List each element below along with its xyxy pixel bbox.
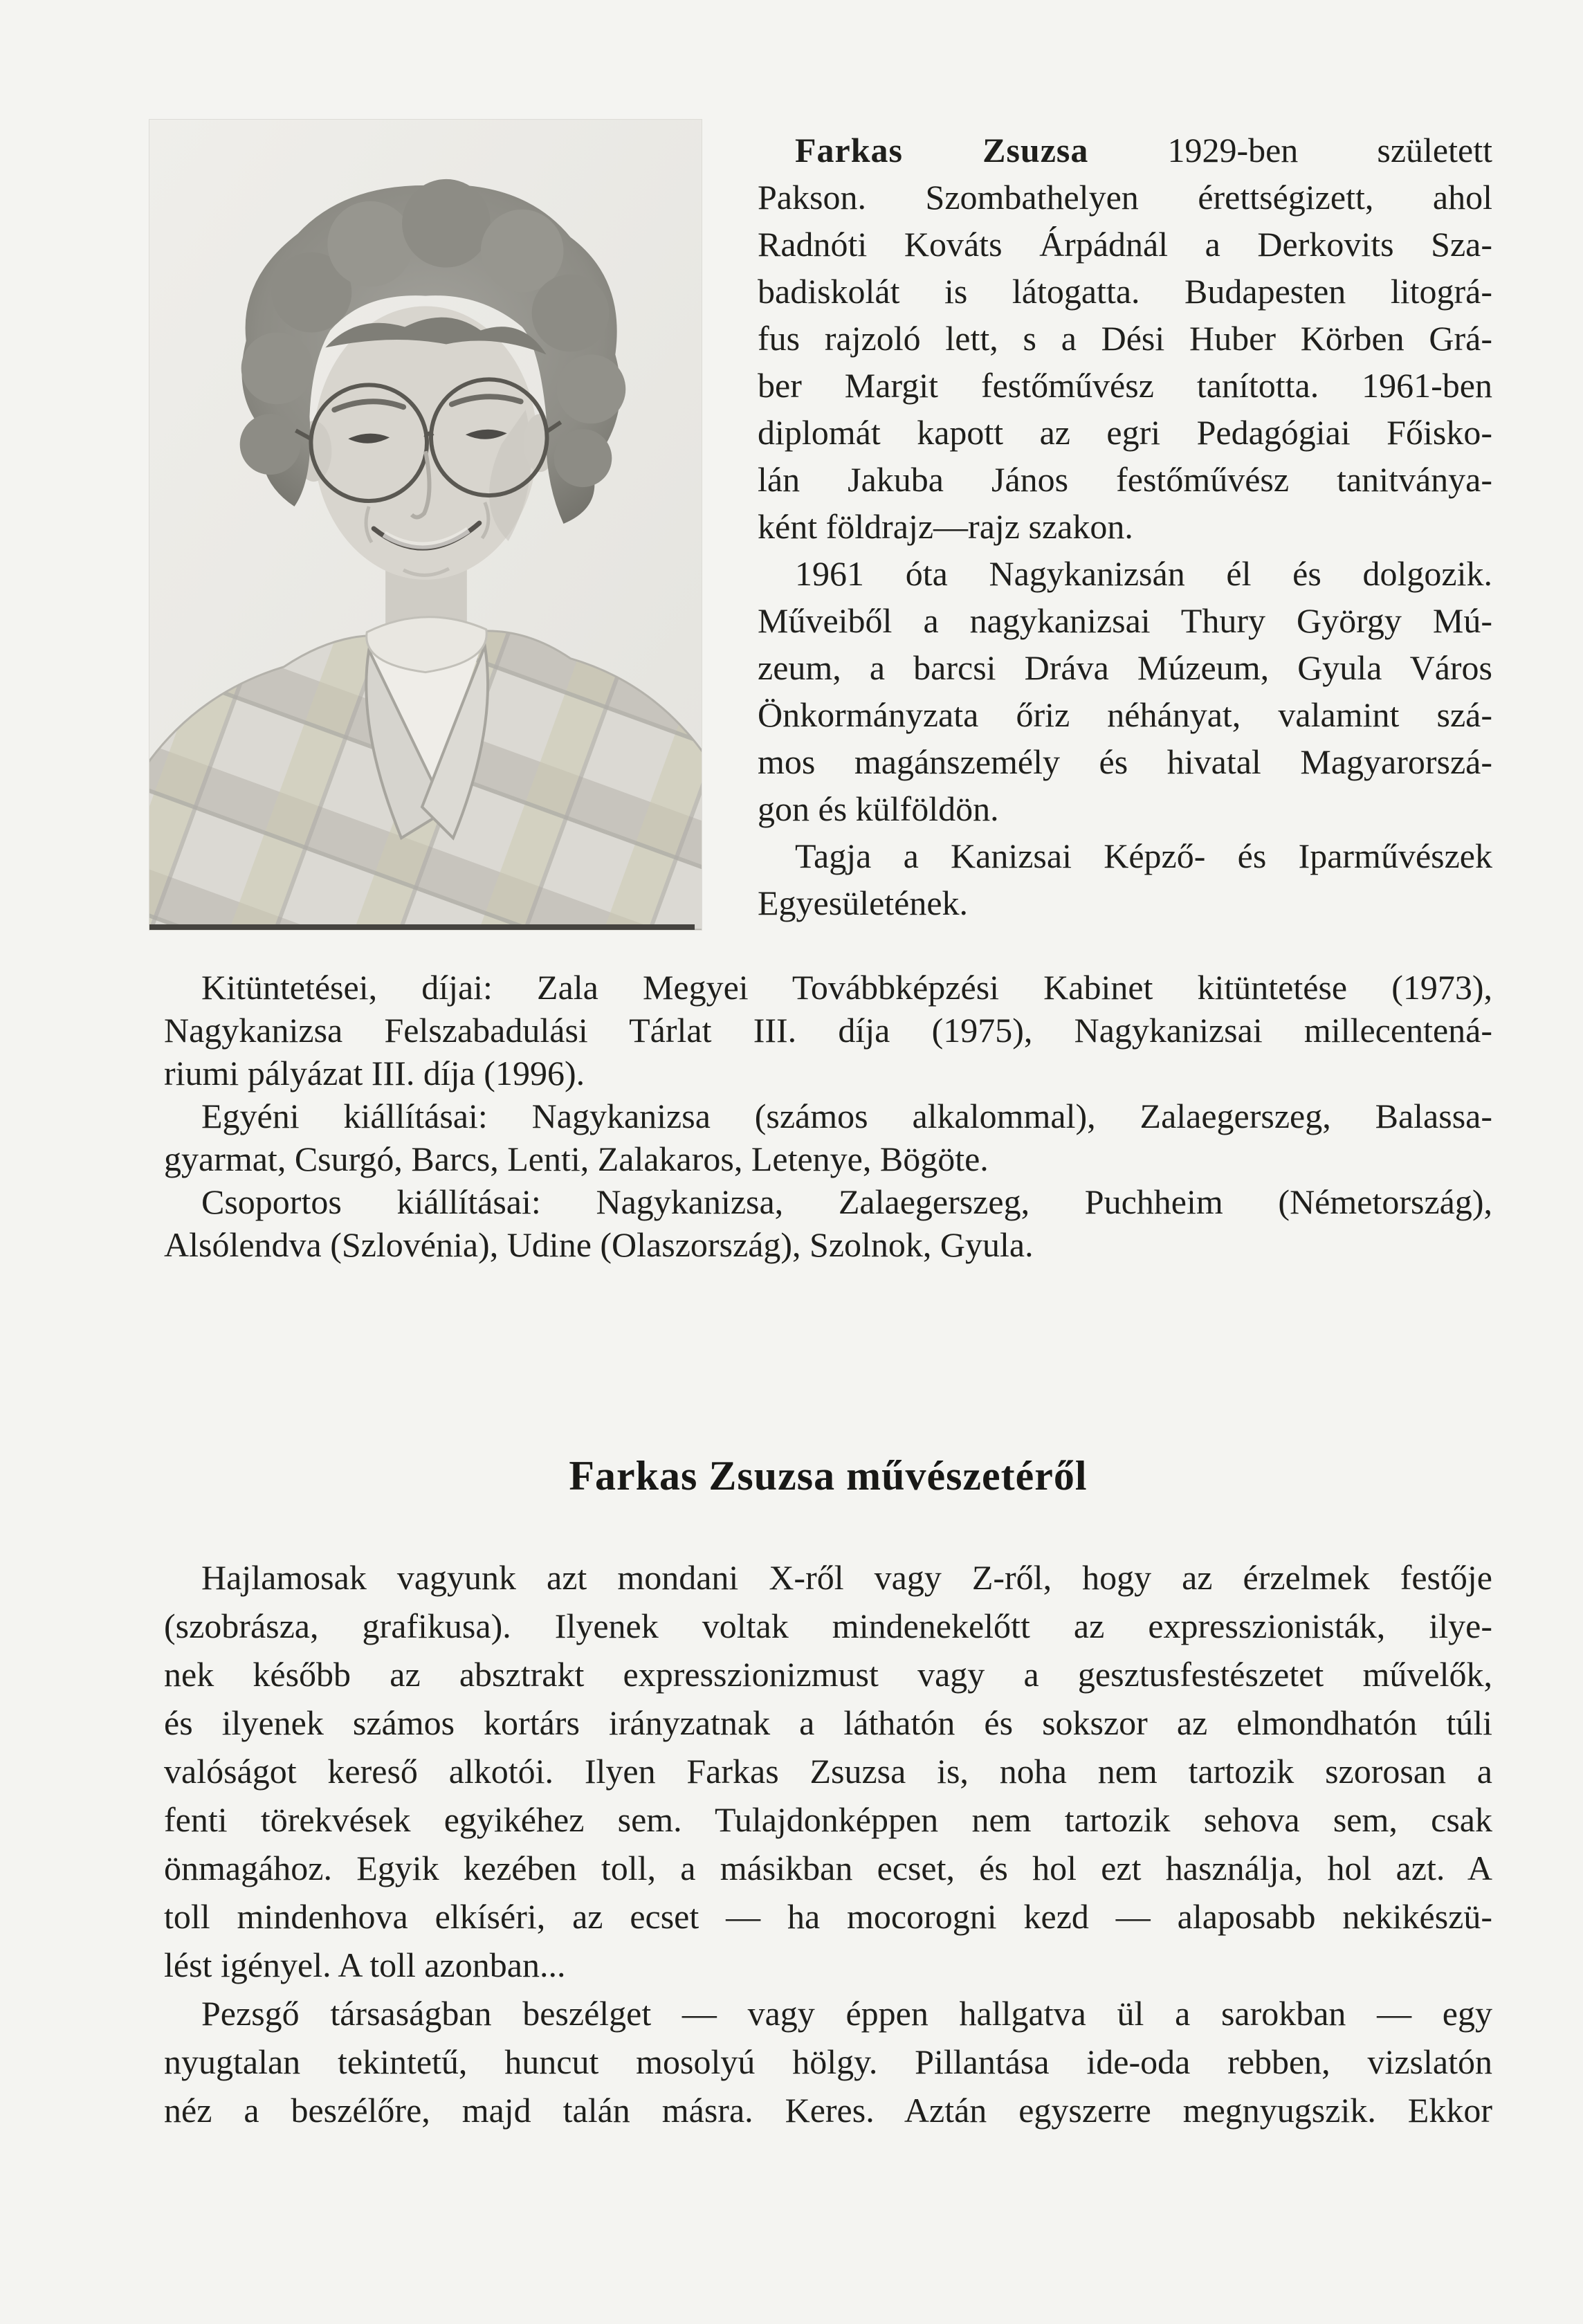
text-line: Tagja a Kanizsai Képző- és Iparművészek <box>795 836 1492 875</box>
essay-line: nyugtalan tekintetű, huncut mosolyú hölgy. Pillantása ide-oda rebben, vizslatón <box>164 2042 1492 2081</box>
portrait-illustration <box>149 120 702 930</box>
text-line: zeum, a barcsi Dráva Múzeum, Gyula Város <box>758 648 1492 687</box>
essay-line: lést igényel. A toll azonban... <box>164 1946 566 1984</box>
awards-line: Nagykanizsa Felszabadulási Tárlat III. díja (1975), Nagykanizsai millecentená- <box>164 1011 1492 1050</box>
text-line: gon és külföldön. <box>758 789 999 828</box>
text-line: fus rajzoló lett, s a Dési Huber Körben Grá- <box>758 319 1492 358</box>
text-line: Radnóti Kováts Árpádnál a Derkovits Sza- <box>758 225 1492 264</box>
section-heading: Farkas Zsuzsa művészetéről <box>569 1453 1088 1499</box>
portrait-photo <box>149 119 702 931</box>
awards-and-exhibitions <box>164 966 1492 1266</box>
text-line: 1961 óta Nagykanizsán él és dolgozik. <box>795 554 1492 593</box>
essay-text <box>164 1553 1492 2134</box>
text-line: Önkormányzata őriz néhányat, valamint szá- <box>758 695 1492 734</box>
text-line: Egyesületének. <box>758 884 969 922</box>
solo-exhibitions-line: Egyéni kiállításai: Nagykanizsa (számos alkalommal), Zalaegerszeg, Balassa- <box>201 1097 1492 1135</box>
text-line: Műveiből a nagykanizsai Thury György Mú- <box>758 601 1492 640</box>
text-line: Pakson. Szombathelyen érettségizett, ahol <box>758 178 1492 217</box>
text-line: lán Jakuba János festőművész tanitványa- <box>758 460 1492 499</box>
text-line: diplomát kapott az egri Pedagógiai Főisko- <box>758 413 1492 452</box>
essay-line: Hajlamosak vagyunk azt mondani X-ről vagy Z-ről, hogy az érzelmek festője <box>201 1558 1492 1597</box>
awards-line: Kitüntetései, díjai: Zala Megyei Továbbképzési Kabinet kitüntetése (1973), <box>201 968 1492 1007</box>
essay-line: nek később az absztrakt expresszionizmust vagy a gesztusfestészetet művelők, <box>164 1655 1492 1694</box>
biography-column <box>758 127 1492 926</box>
essay-line: Pezsgő társaságban beszélget — vagy éppen hallgatva ül a sarokban — egy <box>201 1994 1492 2033</box>
essay-line: (szobrásza, grafikusa). Ilyenek voltak mindenekelőtt az expresszionisták, ilye- <box>164 1607 1492 1645</box>
text-line: ként földrajz—rajz szakon. <box>758 507 1133 546</box>
text-line: ber Margit festőművész tanította. 1961-ben <box>758 366 1492 405</box>
person-name: Farkas Zsuzsa <box>795 131 1089 170</box>
group-exhibitions-line: Csoportos kiállításai: Nagykanizsa, Zalaegerszeg, Puchheim (Németország), <box>201 1182 1492 1221</box>
bio-line-1-rest: 1929-ben született <box>1088 131 1492 170</box>
essay-line: toll mindenhova elkíséri, az ecset — ha mocorogni kezd — alaposabb nekikészü- <box>164 1897 1492 1936</box>
essay-line: néz a beszélőre, majd talán másra. Keres. Aztán egyszerre megnyugszik. Ekkor <box>164 2091 1492 2130</box>
text-line: badiskolát is látogatta. Budapesten litográ- <box>758 272 1492 311</box>
bio-line-1 <box>758 127 1492 174</box>
essay-line: és ilyenek számos kortárs irányzatnak a láthatón és sokszor az elmondhatón túli <box>164 1703 1492 1742</box>
essay-line: fenti törekvések egyikéhez sem. Tulajdonképpen nem tartozik sehova sem, csak <box>164 1800 1492 1839</box>
group-exhibitions-line: Alsólendva (Szlovénia), Udine (Olaszország), Szolnok, Gyula. <box>164 1225 1034 1264</box>
essay-line: valóságot kereső alkotói. Ilyen Farkas Zsuzsa is, noha nem tartozik szorosan a <box>164 1752 1492 1791</box>
awards-line: riumi pályázat III. díja (1996). <box>164 1054 585 1092</box>
essay-line: önmagához. Egyik kezében toll, a másikban ecset, és hol ezt használja, hol azt. A <box>164 1849 1492 1887</box>
solo-exhibitions-line: gyarmat, Csurgó, Barcs, Lenti, Zalakaros, Letenye, Bögöte. <box>164 1140 989 1178</box>
text-line: mos magánszemély és hivatal Magyarorszá- <box>758 742 1492 781</box>
